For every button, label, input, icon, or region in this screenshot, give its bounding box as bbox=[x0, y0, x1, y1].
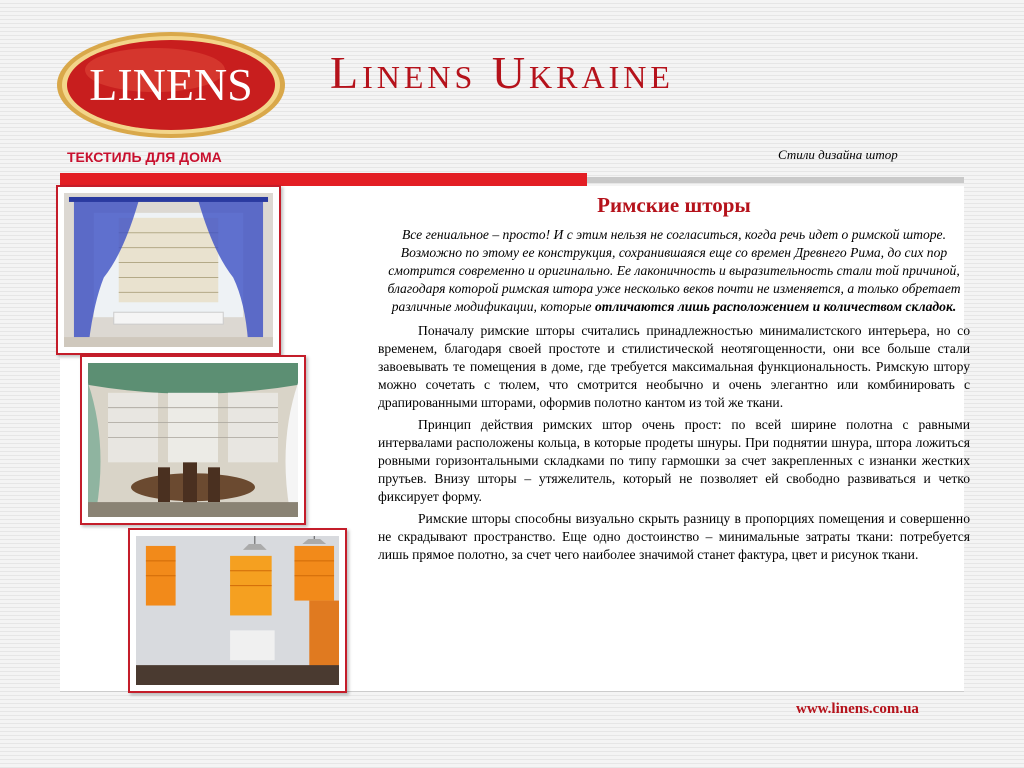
paragraph: Римские шторы способны визуально скрыть разницу в пропорциях помещения и совершенно не скрадывают пространство. Еще одно достоинство – минимальные затраты ткани: потребуется лишь прямое полотно, за счет чего наиболее значимой станет фактура, цвет и рисунок ткани. bbox=[378, 511, 970, 562]
intro-text: Все гениальное – просто! И с этим нельзя не согласиться, когда речь идет о римской шторе. Возможно по этому ее конструкция, сохранившаяся еще со времен Древнего Рима, до сих пор смотрится современно и оригинально. Ее лаконичность и выразительность стали той причиной, благодаря которой римская штора уже несколько веков почти не изменяется, а только обретает различные модификации, которые bbox=[387, 227, 961, 314]
website-link[interactable]: www.linens.com.ua bbox=[796, 701, 919, 717]
section-label: Стили дизайна штор bbox=[778, 147, 898, 162]
article-title: Римские шторы bbox=[597, 193, 751, 217]
tagline: ТЕКСТИЛЬ ДЛЯ ДОМА bbox=[67, 149, 222, 165]
orange-roman-blinds-photo bbox=[128, 528, 347, 693]
brand-title: Linens Ukraine bbox=[330, 47, 674, 98]
article bbox=[378, 192, 970, 568]
linens-logo bbox=[55, 30, 287, 140]
bay-window-dining-photo bbox=[80, 355, 306, 525]
paragraph: Принцип действия римских штор очень прост: по всей ширине полотна с равными интервалами расположены кольца, в которые продеты шнуры. При поднятии шнура, штора ложиться ровными горизонтальными складками по типу гармошки за счет закрепленных с изнанки жестких прутьев. Внизу шторы – утяжелитель, который не позволяет ей свободно развиваться и четко фиксирует форму. bbox=[378, 417, 970, 504]
paragraph: Поначалу римские шторы считались принадлежностью минималистского интерьера, но со временем, благодаря своей простоте и стилистической неотягощенности, они все больше стали завоевывать те помещения в доме, где требуется максимальная функциональность. Римскую штору можно сочетать с тюлем, что смотрится необычно и очень элегантно или комбинировать с драпированными шторами, оформив полотно кантом из той же ткани. bbox=[378, 323, 970, 410]
svg-text:LINENS: LINENS bbox=[89, 59, 253, 110]
intro-emphasis: отличаются лишь расположением и количеством складок. bbox=[595, 299, 957, 314]
header-gray-bar bbox=[587, 177, 964, 183]
article-intro bbox=[378, 226, 970, 316]
window-blue-curtains-photo bbox=[56, 185, 281, 355]
